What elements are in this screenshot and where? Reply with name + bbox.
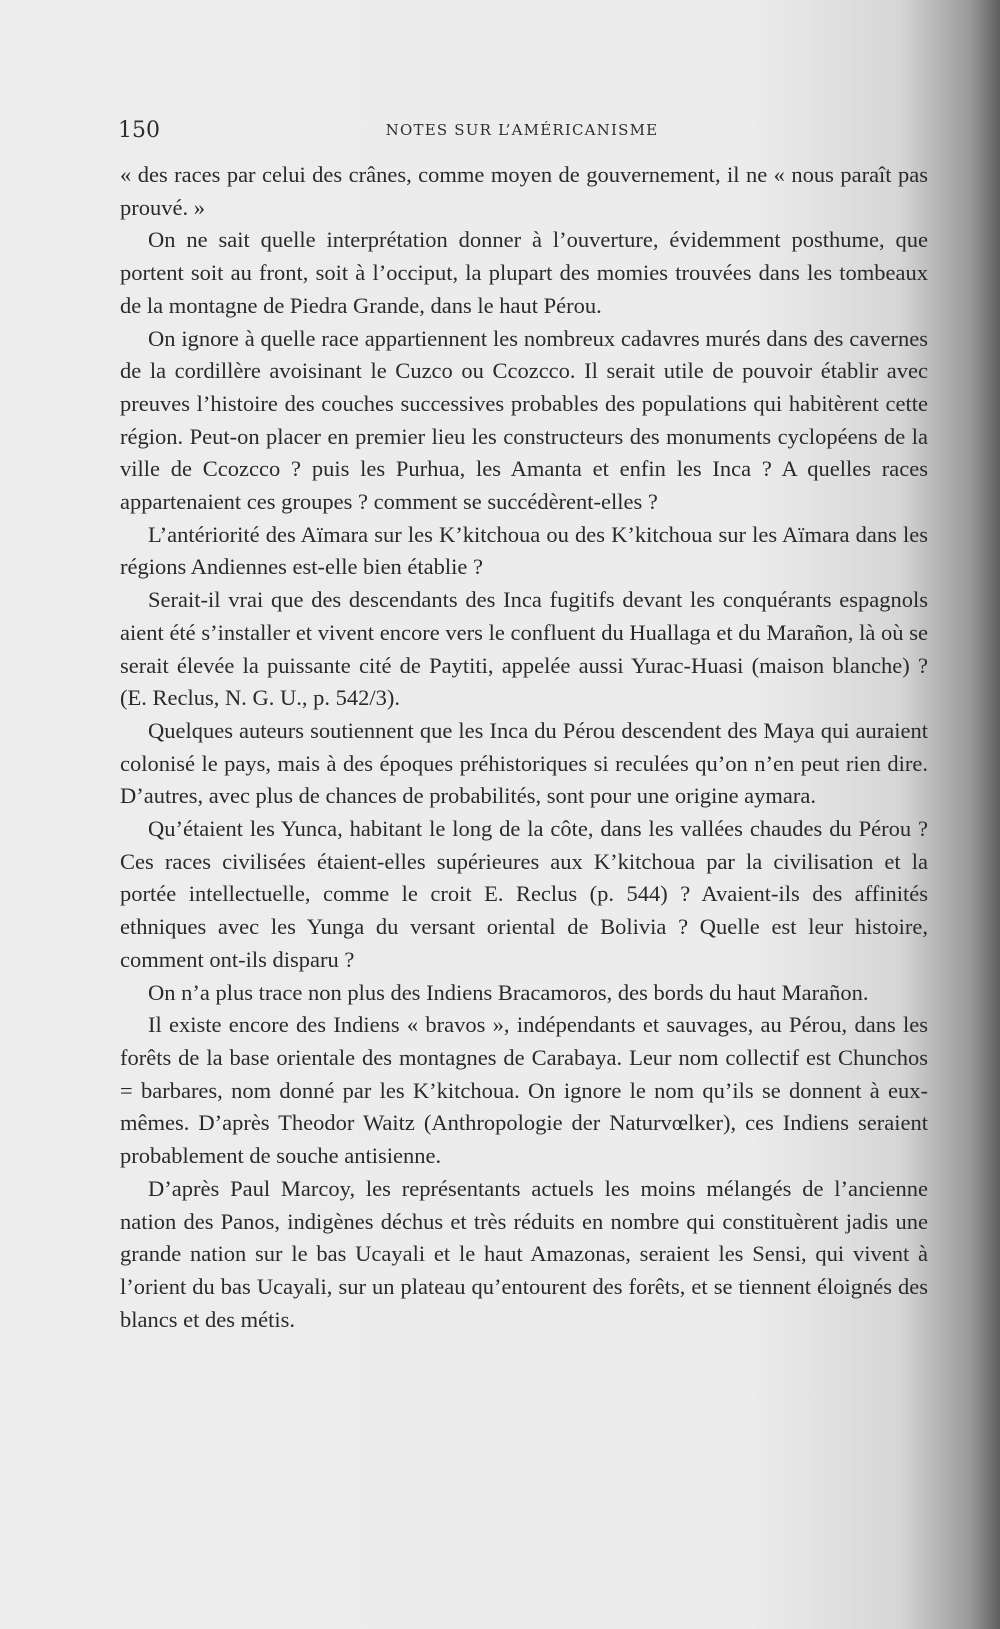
paragraph: L’antériorité des Aïmara sur les K’kitchoua ou des K’kitchoua sur les Aïmara dans les régions Andiennes est-elle bien établie ? — [120, 521, 928, 580]
paragraph: Quelques auteurs soutiennent que les Inca du Pérou descendent des Maya qui auraient colonisé le pays, mais à des époques préhistoriques si reculées qu’on n’en peut rien dire. D’autres, avec plus de chances de probabilités, sont pour une origine aymara. — [120, 717, 928, 809]
paragraph: On n’a plus trace non plus des Indiens Bracamoros, des bords du haut Marañon. — [148, 979, 869, 1005]
paragraph: On ignore à quelle race appartiennent les nombreux cadavres murés dans des cavernes de la cordillère avoisinant le Cuzco ou Ccozcco. Il serait utile de pouvoir établir avec preuves l’histoire des couches successives probables des populations qui habitèrent cette région. Peut-on placer en premier lieu les constructeurs des monuments cyclopéens de la ville de Ccozcco ? puis les Purhua, les Amanta et enfin les Inca ? A quelles races appartenaient ces groupes ? comment se succédèrent-elles ? — [120, 325, 928, 515]
paragraph: Qu’étaient les Yunca, habitant le long de la côte, dans les vallées chaudes du Pérou ? Ces races civilisées étaient-elles supérieures aux K’kitchoua par la civilisation et la portée intellectuelle, comme le croit E. Reclus (p. 544) ? Avaient-ils des affinités ethniques avec les Yunga du versant oriental de Bolivia ? Quelle est leur histoire, comment ont-ils disparu ? — [120, 816, 928, 972]
running-title: NOTES SUR L’AMÉRICANISME — [385, 121, 659, 139]
body-text — [120, 159, 928, 1336]
paragraph: Serait-il vrai que des descendants des Inca fugitifs devant les conquérants espagnols aient été s’installer et vivent encore vers le confluent du Huallaga et du Marañon, là où se serait élevée la puissante cité de Paytiti, appelée aussi Yurac-Huasi (maison blanche) ? (E. Reclus, N. G. U., p. 542/3). — [120, 587, 928, 711]
page-header — [118, 118, 926, 142]
paragraph: « des races par celui des crânes, comme moyen de gouvernement, il ne « nous paraît pas prouvé. » — [120, 162, 928, 220]
paragraph: On ne sait quelle interprétation donner à l’ouverture, évidemment posthume, que portent soit au front, soit à l’occiput, la plupart des momies trouvées dans les tombeaux de la montagne de Piedra Grande, dans le haut Pérou. — [120, 227, 928, 318]
page-number: 150 — [118, 118, 160, 143]
paragraph: Il existe encore des Indiens « bravos », indépendants et sauvages, au Pérou, dans les forêts de la base orientale des montagnes de Carabaya. Leur nom collectif est Chunchos = barbares, nom donné par les K’kitchoua. On ignore le nom qu’ils se donnent à eux-mêmes. D’après Theodor Waitz (Anthropologie der Naturvœlker), ces Indiens seraient probablement de souche antisienne. — [120, 1012, 928, 1169]
paragraph: D’après Paul Marcoy, les représentants actuels les moins mélangés de l’ancienne nation des Panos, indigènes déchus et très réduits en nombre qui constituèrent jadis une grande nation sur le bas Ucayali et le haut Amazonas, seraient les Sensi, qui vivent à l’orient du bas Ucayali, sur un plateau qu’entourent des forêts, et se tiennent éloignés des blancs et des métis. — [120, 1175, 928, 1332]
